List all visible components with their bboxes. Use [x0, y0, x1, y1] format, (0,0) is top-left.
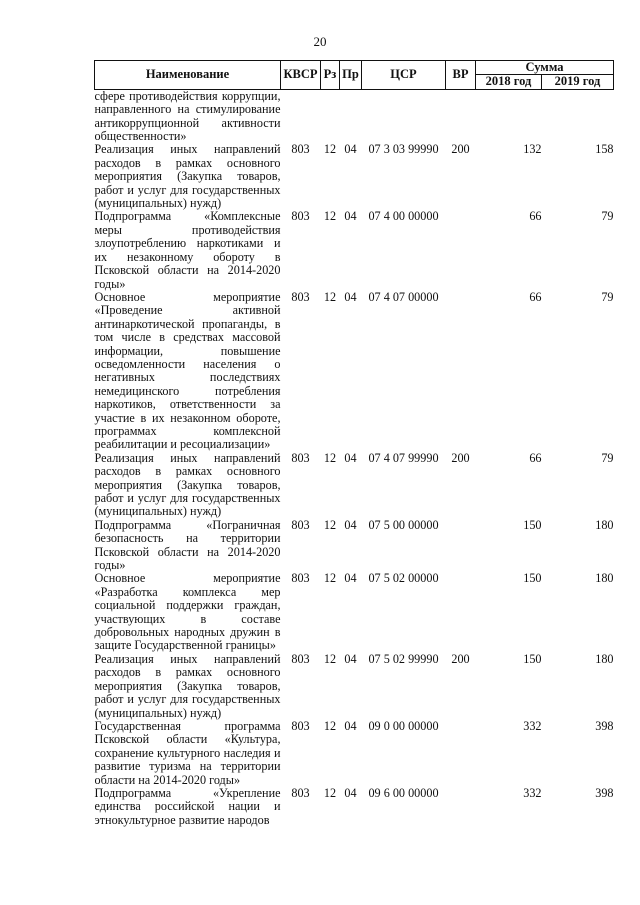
cell-2019: 79 [601, 450, 614, 465]
cell-rz: 12 [323, 142, 337, 157]
table-header [95, 61, 614, 90]
cell-rz [321, 89, 340, 143]
header-kvsr: КВСР [281, 61, 321, 90]
cell-vr [446, 210, 476, 290]
cell-pr: 04 [344, 142, 357, 157]
table-row [95, 720, 614, 787]
cell-rz: 12 [323, 571, 337, 586]
cell-pr: 04 [344, 289, 357, 304]
cell-kvsr: 803 [291, 718, 310, 733]
cell-kvsr: 803 [291, 450, 310, 465]
header-vr: ВР [446, 61, 476, 90]
header-2019: 2019 год [542, 75, 614, 89]
budget-table [94, 60, 614, 827]
cell-2019 [542, 89, 614, 143]
cell-rz: 12 [323, 289, 337, 304]
cell-csr: 07 3 03 99990 [368, 142, 439, 157]
cell-2019: 180 [595, 571, 614, 586]
cell-name: Подпрограмма «Комплексные меры противодействия злоупотреблению наркотиками и их незаконному обороту в Псковской области на 2014-2020 годы» [94, 209, 281, 291]
cell-kvsr [281, 89, 321, 143]
table-row [95, 572, 614, 652]
header-name: Наименование [95, 61, 281, 90]
cell-csr: 07 5 02 00000 [368, 571, 439, 586]
cell-rz: 12 [323, 718, 337, 733]
cell-2018 [476, 89, 542, 143]
cell-rz: 12 [323, 450, 337, 465]
cell-name: Реализация иных направлений расходов в рамках основного мероприятия (Закупка товаров, работ и услуг для государственных (муниципальных) нужд) [94, 142, 281, 211]
cell-name: Государственная программа Псковской области «Культура, сохранение культурного наследия и развитие туризма на территории области на 2014-2020 годы» [94, 718, 281, 787]
header-rz: Рз [321, 61, 340, 90]
table-row [95, 210, 614, 290]
cell-2019: 180 [595, 517, 614, 532]
cell-pr: 04 [344, 651, 357, 666]
cell-2018: 332 [523, 718, 542, 733]
cell-kvsr: 803 [291, 651, 310, 666]
cell-vr: 200 [451, 651, 470, 666]
cell-csr: 07 5 02 99990 [368, 651, 439, 666]
table-row [95, 653, 614, 720]
header-2018: 2018 год [476, 75, 542, 89]
cell-kvsr: 803 [291, 289, 310, 304]
cell-vr [446, 519, 476, 573]
cell-2018: 332 [523, 785, 542, 800]
cell-2019: 398 [595, 785, 614, 800]
cell-csr [362, 89, 446, 143]
cell-2018: 150 [523, 517, 542, 532]
cell-vr [446, 720, 476, 787]
cell-kvsr: 803 [291, 571, 310, 586]
cell-pr: 04 [344, 209, 357, 224]
cell-name: Реализация иных направлений расходов в рамках основного мероприятия (Закупка товаров, работ и услуг для государственных (муниципальных) нужд) [94, 450, 281, 519]
cell-pr: 04 [344, 785, 357, 800]
cell-name: Реализация иных направлений расходов в рамках основного мероприятия (Закупка товаров, работ и услуг для государственных (муниципальных) нужд) [94, 651, 281, 720]
cell-kvsr: 803 [291, 785, 310, 800]
cell-vr: 200 [451, 450, 470, 465]
cell-2019: 79 [601, 289, 614, 304]
cell-vr: 200 [451, 142, 470, 157]
cell-pr: 04 [344, 718, 357, 733]
cell-rz: 12 [323, 517, 337, 532]
table-row [95, 787, 614, 827]
cell-csr: 09 6 00 00000 [368, 785, 439, 800]
cell-rz: 12 [323, 209, 337, 224]
cell-name: Подпрограмма «Пограничная безопасность на территории Псковской области на 2014-2020 годы» [94, 517, 281, 573]
cell-pr: 04 [344, 450, 357, 465]
cell-vr [446, 787, 476, 827]
cell-2019: 180 [595, 651, 614, 666]
cell-csr: 07 5 00 00000 [368, 517, 439, 532]
header-sum: Сумма [476, 61, 614, 75]
cell-2019: 158 [595, 142, 614, 157]
cell-name: сфере противодействия коррупции, направленного на стимулирование антикоррупционной активности общественности» [94, 88, 281, 144]
cell-pr: 04 [344, 571, 357, 586]
cell-2018: 66 [529, 289, 542, 304]
table-row [95, 143, 614, 210]
cell-2018: 132 [523, 142, 542, 157]
cell-2019: 398 [595, 718, 614, 733]
cell-vr [446, 291, 476, 452]
table-row [95, 519, 614, 573]
cell-kvsr: 803 [291, 517, 310, 532]
cell-2018: 150 [523, 651, 542, 666]
cell-pr [340, 89, 362, 143]
cell-csr: 07 4 07 99990 [368, 450, 439, 465]
table-row [95, 291, 614, 452]
cell-2018: 150 [523, 571, 542, 586]
cell-rz: 12 [323, 785, 337, 800]
cell-name: Основное мероприятие «Проведение активной антинаркотической пропаганды, в том числе в средствах массовой информации, повышение осведомленности населения о негативных последствиях немедицинского потребления наркотиков, ответственности за участие в их незаконном обороте, программах комплексной реабилитации и ресоциализации» [94, 289, 281, 452]
cell-2019: 79 [601, 209, 614, 224]
cell-vr [446, 572, 476, 652]
page-number: 20 [313, 34, 327, 49]
table-row [95, 452, 614, 519]
table-row [95, 89, 614, 143]
cell-2018: 66 [529, 450, 542, 465]
cell-rz: 12 [323, 651, 337, 666]
table-body [95, 89, 614, 827]
cell-csr: 07 4 07 00000 [368, 289, 439, 304]
cell-name: Основное мероприятие «Разработка комплекса мер социальной поддержки граждан, участвующих в составе добровольных народных дружин в защите Государственной границы» [94, 571, 281, 653]
cell-csr: 07 4 00 00000 [368, 209, 439, 224]
cell-pr: 04 [344, 517, 357, 532]
cell-csr: 09 0 00 00000 [368, 718, 439, 733]
cell-vr [446, 89, 476, 143]
header-csr: ЦСР [362, 61, 446, 90]
cell-2018: 66 [529, 209, 542, 224]
cell-kvsr: 803 [291, 209, 310, 224]
cell-kvsr: 803 [291, 142, 310, 157]
cell-name: Подпрограмма «Укрепление единства российской нации и этнокультурное развитие народов [94, 785, 281, 827]
header-pr: Пр [340, 61, 362, 90]
